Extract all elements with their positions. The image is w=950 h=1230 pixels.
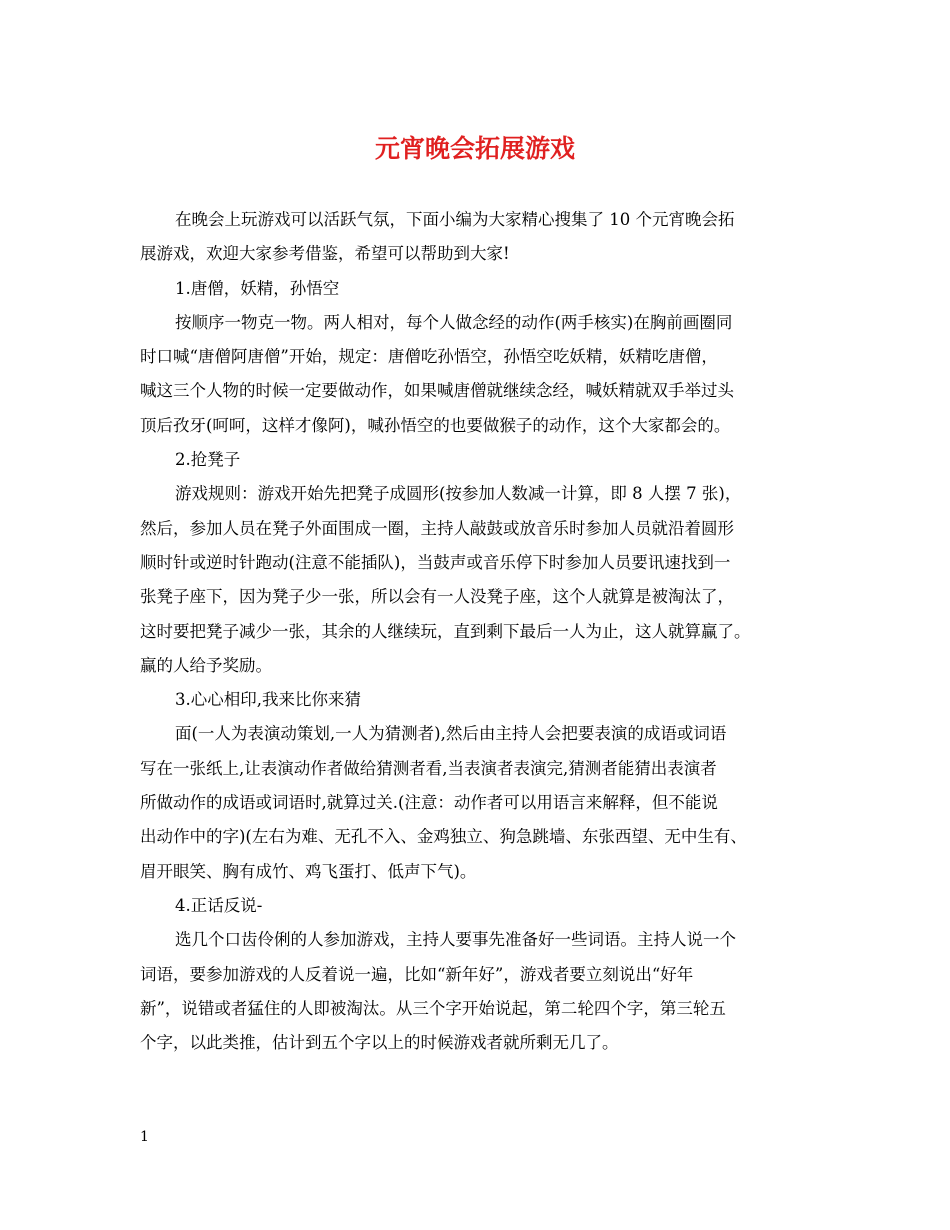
section-2-line-6: 赢的人给予奖励。 [140, 655, 272, 675]
section-2-line-1: 游戏规则：游戏开始先把凳子成圆形(按参加人数减一计算，即 8 人摆 7 张)， [175, 484, 742, 504]
section-1-line-3: 喊这三个人物的时候一定要做动作，如果喊唐僧就继续念经，喊妖精就双手举过头 [140, 381, 734, 401]
section-3-line-2: 写在一张纸上,让表演动作者做给猜测者看,当表演者表演完,猜测者能猜出表演者 [140, 758, 717, 778]
section-1-line-2: 时口喊“唐僧阿唐僧”开始，规定：唐僧吃孙悟空，孙悟空吃妖精，妖精吃唐僧， [140, 347, 718, 367]
section-heading-3: 3.心心相印,我来比你来猜 [175, 690, 361, 710]
section-3-line-3: 所做动作的成语或词语时,就算过关.(注意：动作者可以用语言来解释，但不能说 [140, 793, 718, 813]
section-3-line-5: 眉开眼笑、胸有成竹、鸡飞蛋打、低声下气)。 [140, 861, 477, 881]
section-2-line-4: 张凳子座下，因为凳子少一张，所以会有一人没凳子座，这个人就算是被淘汰了， [140, 587, 734, 607]
document-title: 元宵晚会拓展游戏 [374, 134, 575, 163]
section-4-line-3: 新”，说错或者猛住的人即被淘汰。从三个字开始说起，第二轮四个字，第三轮五 [140, 998, 726, 1018]
intro-line-2: 展游戏，欢迎大家参考借鉴，希望可以帮助到大家! [140, 244, 510, 264]
section-4-line-2: 词语，要参加游戏的人反着说一遍，比如“新年好”，游戏者要立刻说出“好年 [140, 964, 694, 984]
section-heading-2: 2.抢凳子 [175, 450, 241, 470]
section-heading-4: 4.正话反说- [175, 895, 263, 915]
section-heading-1: 1.唐僧，妖精，孙悟空 [175, 278, 340, 298]
section-1-line-1: 按顺序一物克一物。两人相对，每个人做念经的动作(两手核实)在胸前画圈同 [175, 312, 733, 332]
intro-line-1: 在晚会上玩游戏可以活跃气氛，下面小编为大家精心搜集了 10 个元宵晚会拓 [175, 210, 735, 229]
section-3-line-4: 出动作中的字)(左右为难、无孔不入、金鸡独立、狗急跳墙、东张西望、无中生有、 [140, 827, 747, 847]
section-2-line-5: 这时要把凳子减少一张，其余的人继续玩，直到剩下最后一人为止，这人就算赢了。 [140, 621, 751, 641]
section-2-line-3: 顺时针或逆时针跑动(注意不能插队)，当鼓声或音乐停下时参加人员要讯速找到一 [140, 552, 731, 572]
section-3-line-1: 面(一人为表演动策划,一人为猜测者),然后由主持人会把要表演的成语或词语 [175, 724, 727, 744]
section-4-line-1: 选几个口齿伶俐的人参加游戏，主持人要事先准备好一些词语。主持人说一个 [175, 930, 736, 950]
document-body [140, 203, 830, 1060]
section-4-line-4: 个字，以此类推，估计到五个字以上的时候游戏者就所剩无几了。 [140, 1033, 619, 1053]
section-1-line-4: 顶后孜牙(呵呵，这样才像阿)，喊孙悟空的也要做猴子的动作，这个大家都会的。 [140, 415, 731, 435]
page-number: 1 [140, 1129, 149, 1145]
section-2-line-2: 然后，参加人员在凳子外面围成一圈，主持人敲鼓或放音乐时参加人员就沿着圆形 [140, 518, 734, 538]
